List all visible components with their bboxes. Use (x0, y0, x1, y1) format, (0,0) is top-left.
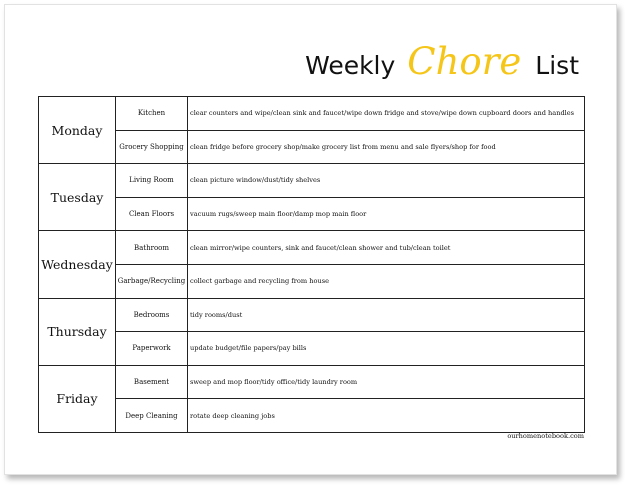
table-row (39, 298, 585, 332)
area-cell: Clean Floors (116, 197, 188, 231)
area-cell: Bedrooms (116, 298, 188, 332)
task-cell: sweep and mop floor/tidy office/tidy laundry room (188, 365, 585, 399)
table-row (39, 231, 585, 265)
task-cell: clean fridge before grocery shop/make grocery list from menu and sale flyers/shop for food (188, 130, 585, 164)
title-word-chore: Chore (407, 40, 522, 83)
table-row (39, 365, 585, 399)
table-row (39, 264, 585, 298)
task-cell: clean picture window/dust/tidy shelves (188, 164, 585, 198)
area-cell: Kitchen (116, 97, 188, 131)
table-row (39, 130, 585, 164)
task-cell: collect garbage and recycling from house (188, 264, 585, 298)
table-row (39, 97, 585, 131)
area-cell: Bathroom (116, 231, 188, 265)
area-cell: Living Room (116, 164, 188, 198)
task-cell: update budget/file papers/pay bills (188, 332, 585, 366)
task-cell: clear counters and wipe/clean sink and faucet/wipe down fridge and stove/wipe down cupboard doors and handles (188, 97, 585, 131)
table-row (39, 164, 585, 198)
page-title (305, 40, 579, 90)
day-cell-wednesday: Wednesday (39, 231, 116, 298)
table-row (39, 197, 585, 231)
day-cell-monday: Monday (39, 97, 116, 164)
table-row (39, 399, 585, 433)
title-word-weekly: Weekly (305, 51, 396, 80)
task-cell: rotate deep cleaning jobs (188, 399, 585, 433)
title-word-list: List (535, 51, 579, 80)
task-cell: vacuum rugs/sweep main floor/damp mop main floor (188, 197, 585, 231)
day-cell-friday: Friday (39, 365, 116, 432)
chore-table (38, 96, 585, 433)
footer-site-credit: ourhomenotebook.com (507, 432, 584, 440)
area-cell: Garbage/Recycling (116, 264, 188, 298)
task-cell: clean mirror/wipe counters, sink and faucet/clean shower and tub/clean toilet (188, 231, 585, 265)
day-cell-tuesday: Tuesday (39, 164, 116, 231)
task-cell: tidy rooms/dust (188, 298, 585, 332)
area-cell: Grocery Shopping (116, 130, 188, 164)
area-cell: Deep Cleaning (116, 399, 188, 433)
area-cell: Paperwork (116, 332, 188, 366)
table-row (39, 332, 585, 366)
area-cell: Basement (116, 365, 188, 399)
day-cell-thursday: Thursday (39, 298, 116, 365)
